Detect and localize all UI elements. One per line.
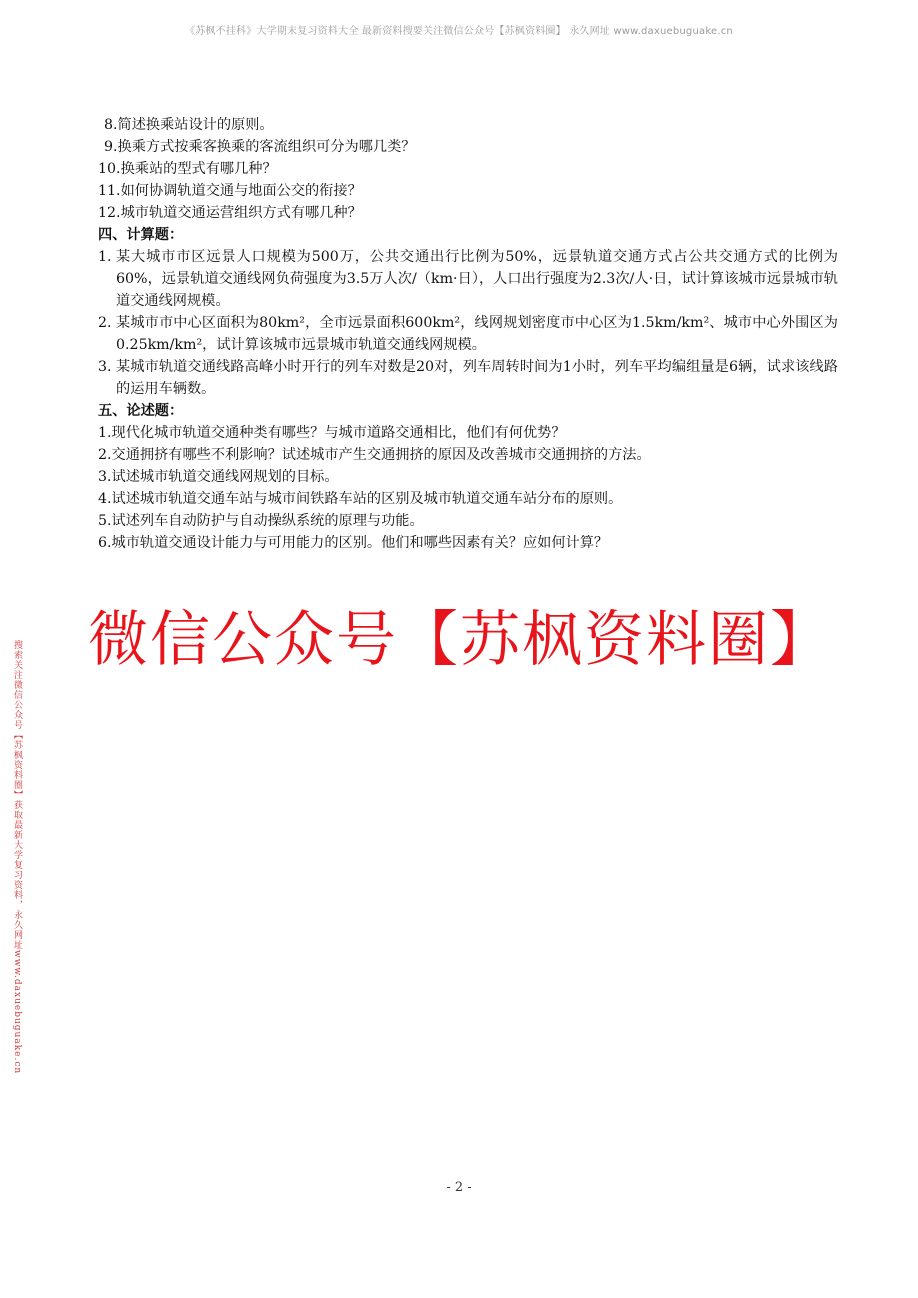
calc-question-1 bbox=[98, 246, 838, 312]
essay-question-6: 6.城市轨道交通设计能力与可用能力的区别。他们和哪些因素有关？应如何计算？ bbox=[98, 535, 609, 551]
question-8: 8.简述换乘站设计的原则。 bbox=[104, 117, 274, 133]
calc-question-2 bbox=[98, 312, 838, 356]
section-4-heading: 四、计算题： bbox=[98, 227, 184, 243]
page-number: - 2 - bbox=[446, 1180, 472, 1195]
essay-question-5: 5.试述列车自动防护与自动操纵系统的原理与功能。 bbox=[98, 513, 424, 529]
calc-question-text: 某城市轨道交通线路高峰小时开行的列车对数是20对，列车周转时间为1小时，列车平均编组量是6辆，试求该线路的运用车辆数。 bbox=[116, 359, 838, 397]
essay-question-4: 4.试述城市轨道交通车站与城市间铁路车站的区别及城市轨道交通车站分布的原则。 bbox=[98, 491, 623, 507]
essay-question-1: 1.现代化城市轨道交通种类有哪些？与城市道路交通相比，他们有何优势？ bbox=[98, 425, 566, 441]
essay-question-2: 2.交通拥挤有哪些不利影响？试述城市产生交通拥挤的原因及改善城市交通拥挤的方法。 bbox=[98, 447, 651, 463]
header-banner: 《苏枫不挂科》大学期末复习资料大全 最新资料搜要关注微信公众号【苏枫资料圈】 永久网址 www.daxuebuguake.cn bbox=[185, 26, 733, 37]
calc-question-number: 3. bbox=[98, 359, 112, 375]
calc-question-text: 某大城市市区远景人口规模为500万，公共交通出行比例为50%，远景轨道交通方式占公共交通方式的比例为60%，远景轨道交通线网负荷强度为3.5万人次/（km·日），人口出行强度为2.3次/人·日，试计算该城市远景城市轨道交通线网规模。 bbox=[116, 249, 838, 309]
section-5-heading: 五、论述题： bbox=[98, 403, 184, 419]
question-12: 12.城市轨道交通运营组织方式有哪几种？ bbox=[98, 205, 362, 221]
side-watermark: 搜索关注微信公众号【苏枫资料圈】获取最新大学复习资料，永久网址www.daxuebuguake.cn bbox=[12, 640, 22, 1075]
essay-question-3: 3.试述城市轨道交通线网规划的目标。 bbox=[98, 469, 339, 485]
wechat-watermark: 微信公众号【苏枫资料圈】 bbox=[88, 605, 832, 675]
calc-question-3 bbox=[98, 356, 838, 400]
document-body bbox=[98, 114, 838, 554]
question-11: 11.如何协调轨道交通与地面公交的衔接？ bbox=[98, 183, 362, 199]
question-9: 9.换乘方式按乘客换乘的客流组织可分为哪几类？ bbox=[104, 139, 416, 155]
calc-question-text: 某城市市中心区面积为80km²，全市远景面积600km²，线网规划密度市中心区为1.5km/km²、城市中心外围区为0.25km/km²，试计算该城市远景城市轨道交通线网规模。 bbox=[116, 315, 838, 353]
calc-question-number: 1. bbox=[98, 249, 112, 265]
question-10: 10.换乘站的型式有哪几种？ bbox=[98, 161, 277, 177]
calc-question-number: 2. bbox=[98, 315, 112, 331]
